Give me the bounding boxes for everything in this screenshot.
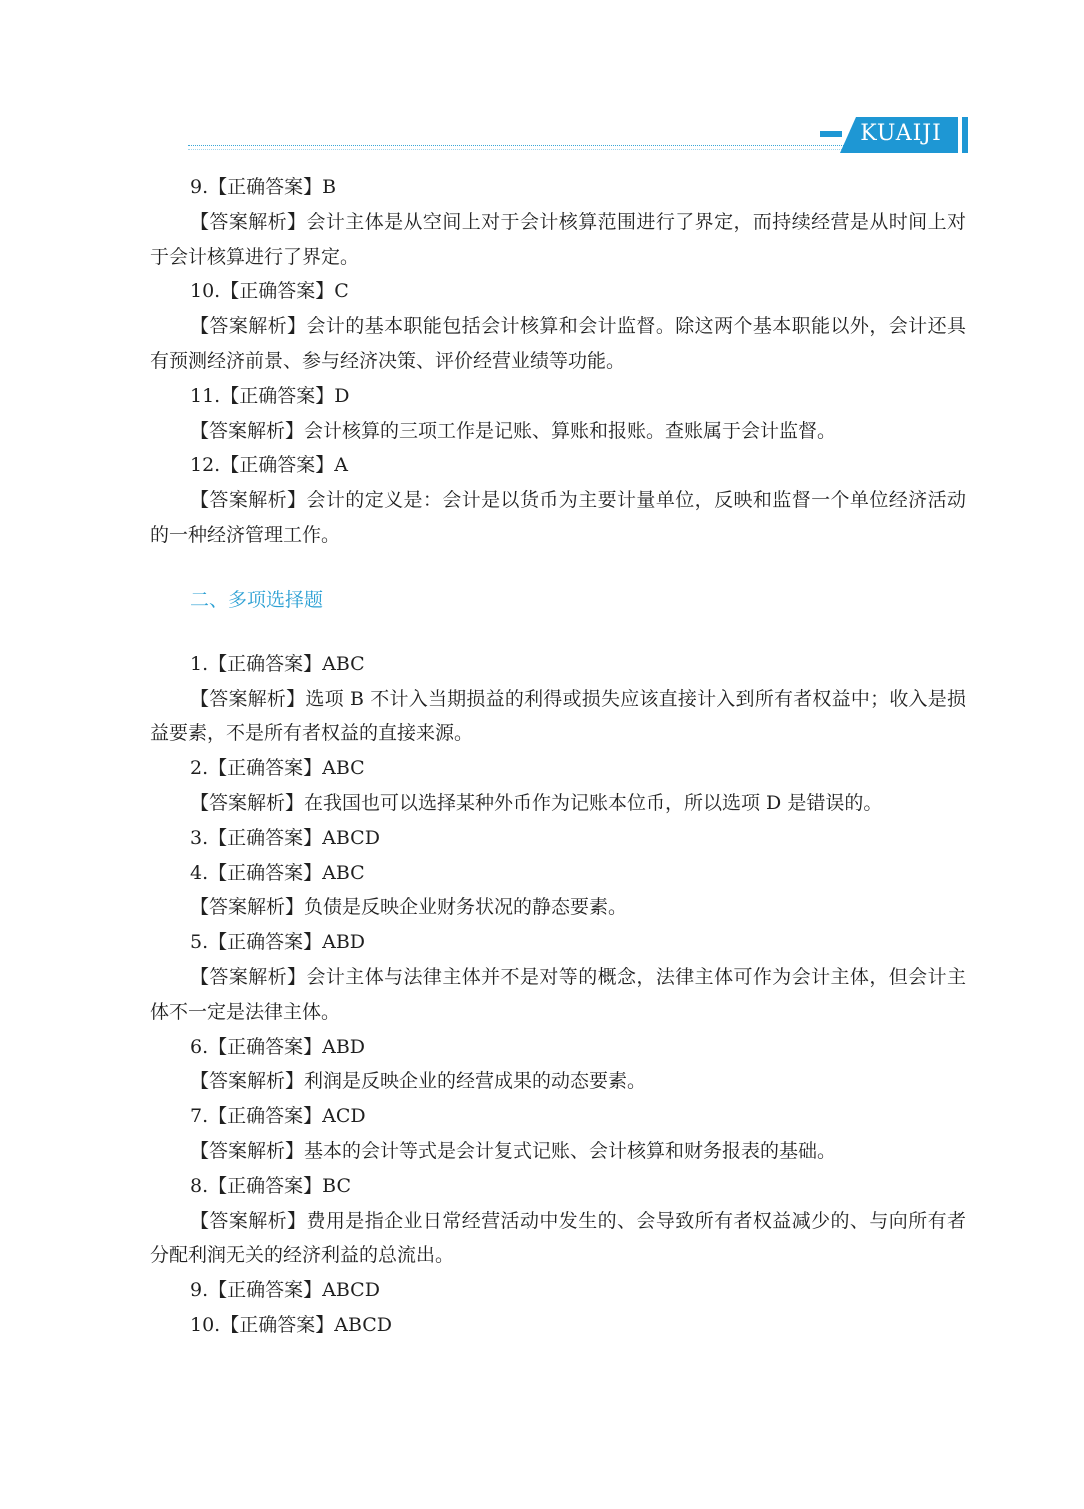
explanation-paragraph: 【答案解析】负债是反映企业财务状况的静态要素。	[190, 896, 628, 919]
answer-line: 4.【正确答案】ABC	[190, 861, 365, 884]
answer-line: 8.【正确答案】BC	[190, 1174, 351, 1197]
explanation-paragraph: 【答案解析】基本的会计等式是会计复式记账、会计核算和财务报表的基础。	[190, 1139, 837, 1162]
explanation-paragraph: 【答案解析】在我国也可以选择某种外币作为记账本位币，所以选项 D 是错误的。	[190, 791, 883, 814]
answer-line: 10.【正确答案】ABCD	[190, 1313, 393, 1336]
header-dotted-rule-secondary	[188, 149, 850, 150]
answer-line: 3.【正确答案】ABCD	[190, 826, 380, 849]
header-accent-stub	[820, 131, 842, 137]
header-accent-bar	[962, 117, 968, 153]
answer-line: 6.【正确答案】ABD	[190, 1035, 366, 1058]
answer-content	[150, 170, 966, 1343]
section-title: 二、多项选择题	[190, 588, 324, 611]
page-header	[188, 114, 968, 154]
answer-line: 9.【正确答案】ABCD	[190, 1279, 380, 1302]
answer-line: 5.【正确答案】ABD	[190, 931, 366, 954]
answer-line: 11.【正确答案】D	[190, 384, 350, 407]
answer-line: 7.【正确答案】ACD	[190, 1105, 366, 1128]
explanation-paragraph: 【答案解析】会计的基本职能包括会计核算和会计监督。除这两个基本职能以外，会计还具有预测经济前景、参与经济决策、评价经营业绩等功能。	[150, 315, 966, 372]
answer-line: 9.【正确答案】B	[190, 176, 337, 198]
explanation-paragraph: 【答案解析】利润是反映企业的经营成果的动态要素。	[190, 1070, 647, 1093]
explanation-paragraph: 【答案解析】选项 B 不计入当期损益的利得或损失应该直接计入到所有者权益中；收入是损益要素，不是所有者权益的直接来源。	[150, 687, 966, 745]
explanation-paragraph: 【答案解析】费用是指企业日常经营活动中发生的、会导致所有者权益减少的、与向所有者分配利润无关的经济利益的总流出。	[150, 1209, 966, 1267]
explanation-paragraph: 【答案解析】会计核算的三项工作是记账、算账和报账。查账属于会计监督。	[190, 419, 837, 442]
answer-line: 2.【正确答案】ABC	[190, 757, 365, 780]
explanation-paragraph: 【答案解析】会计的定义是：会计是以货币为主要计量单位，反映和监督一个单位经济活动的一种经济管理工作。	[150, 489, 966, 546]
answer-line: 1.【正确答案】ABC	[190, 652, 365, 675]
kuaiji-logo-text: KUAIJI	[860, 121, 942, 146]
answer-line: 12.【正确答案】A	[190, 454, 348, 477]
explanation-paragraph: 【答案解析】会计主体是从空间上对于会计核算范围进行了界定，而持续经营是从时间上对于会计核算进行了界定。	[150, 210, 966, 268]
explanation-paragraph: 【答案解析】会计主体与法律主体并不是对等的概念，法律主体可作为会计主体，但会计主体不一定是法律主体。	[150, 965, 966, 1023]
header-dotted-rule	[188, 145, 850, 146]
answer-line: 10.【正确答案】C	[190, 280, 349, 303]
